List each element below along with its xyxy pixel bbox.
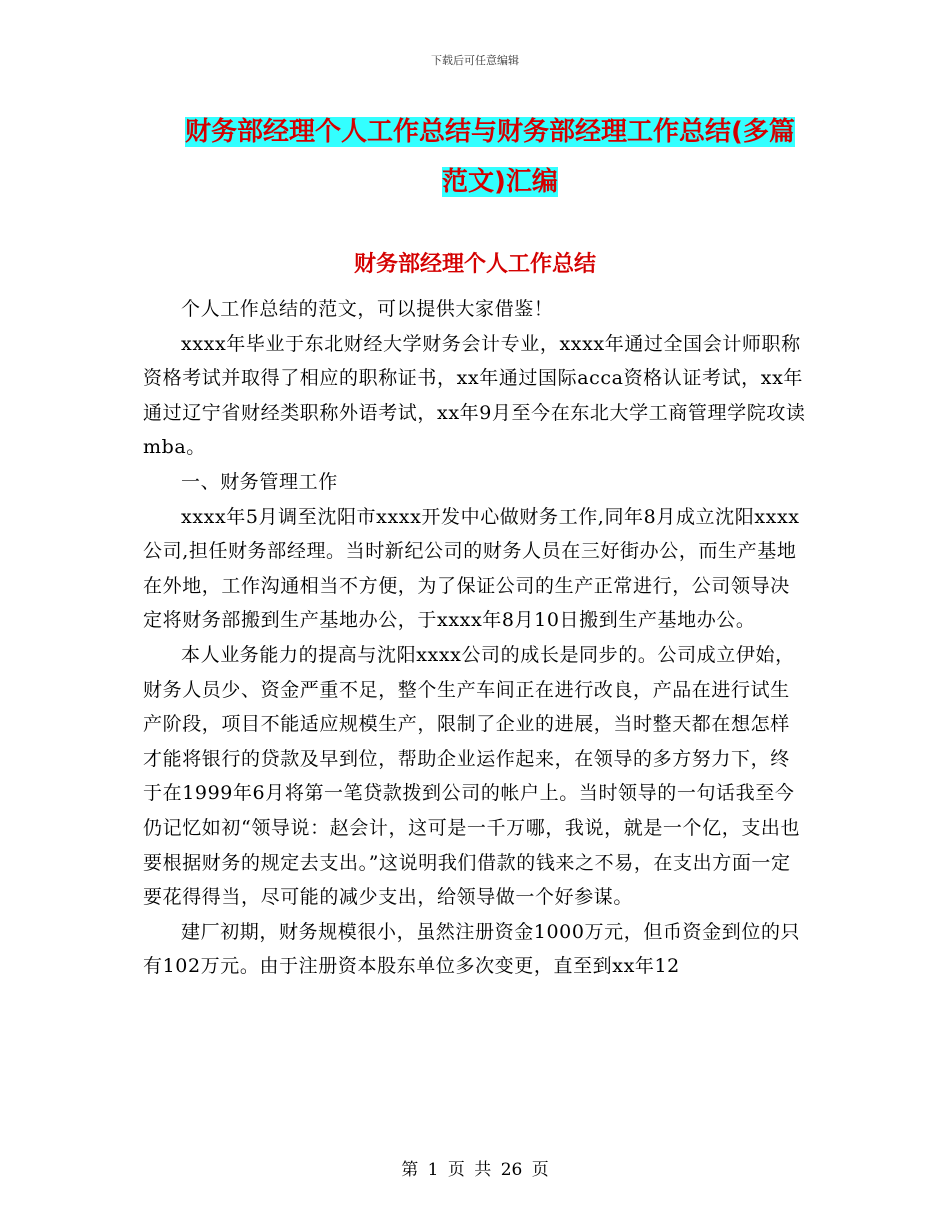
paragraph-heading-finance-management: 一、财务管理工作 bbox=[181, 470, 338, 493]
paragraph-early-stage: 建厂初期，财务规模很小，虽然注册资金1000万元，但币资金到位的只有102万元。由于注册资本股东单位多次变更，直至到xx年12 bbox=[143, 920, 801, 978]
document-title bbox=[185, 110, 815, 204]
page-number: 第 1 页 共 26 页 bbox=[401, 1160, 549, 1180]
document-body bbox=[143, 292, 808, 984]
header-note: 下载后可任意编辑 bbox=[431, 54, 519, 67]
section-title: 财务部经理个人工作总结 bbox=[353, 252, 596, 277]
document-title-line-1: 财务部经理个人工作总结与财务部经理工作总结(多篇 bbox=[185, 117, 795, 147]
paragraph-transfer: xxxx年5月调至沈阳市xxxx开发中心做财务工作,同年8月成立沈阳xxxx公司,担任财务部经理。当时新纪公司的财务人员在三好街办公，而生产基地在外地，工作沟通相当不方便，为了保证公司的生产正常进行，公司领导决定将财务部搬到生产基地办公，于xxxx年8月10日搬到生产基地办公。 bbox=[143, 505, 800, 632]
document-title-line-2: 范文)汇编 bbox=[442, 167, 558, 197]
paragraph-intro: 个人工作总结的范文，可以提供大家借鉴！ bbox=[181, 298, 554, 320]
paragraph-growth: 本人业务能力的提高与沈阳xxxx公司的成长是同步的。公司成立伊始，财务人员少、资金严重不足，整个生产车间正在进行改良，产品在进行试生产阶段，项目不能适应规模生产，限制了企业的进展，当时整天都在想怎样才能将银行的贷款及早到位，帮助企业运作起来，在领导的多方努力下，终于在1999年6月将第一笔贷款拨到公司的帐户上。当时领导的一句话我至今仍记忆如初“领导说：赵会计，这可是一千万哪，我说，就是一个亿，支出也要根据财务的规定去支出。”这说明我们借款的钱来之不易，在支出方面一定要花得得当，尽可能的减少支出，给领导做一个好参谋。 bbox=[143, 643, 801, 909]
paragraph-background: xxxx年毕业于东北财经大学财务会计专业，xxxx年通过全国会计师职称资格考试并取得了相应的职称证书，xx年通过国际acca资格认证考试，xx年通过辽宁省财经类职称外语考试，xx年9月至今在东北大学工商管理学院攻读mba。 bbox=[143, 332, 806, 459]
